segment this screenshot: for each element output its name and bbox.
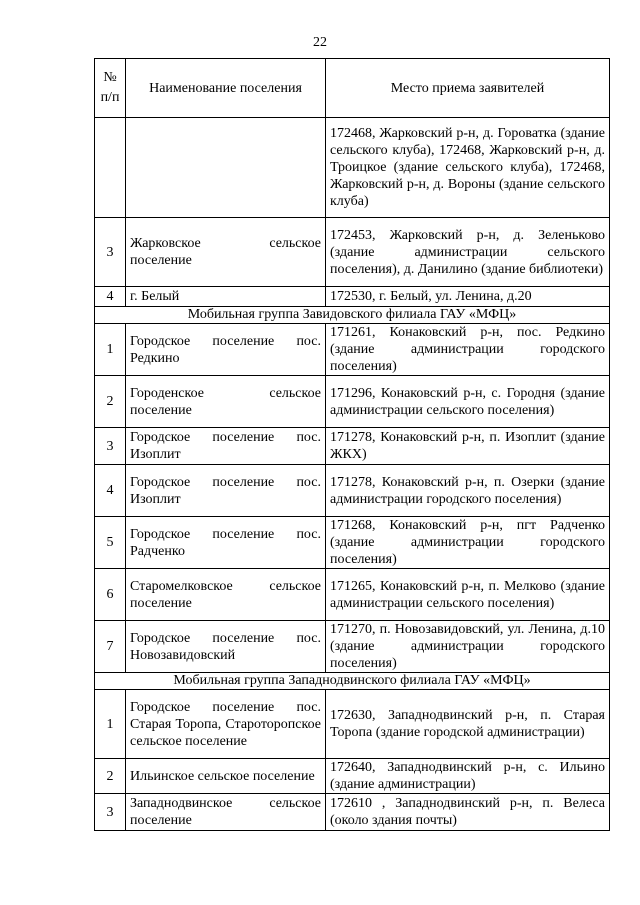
table-row (95, 569, 610, 621)
table-row (95, 376, 610, 428)
row-number: 3 (95, 428, 126, 465)
reception-places-table (94, 58, 610, 831)
reception-place: 172453, Жарковский р-н, д. Зеленьково (здание администрации сельского поселения), д. Данилино (здание библиотеки) (326, 218, 610, 287)
settlement-name: Западнодвинское сельское поселение (126, 794, 326, 831)
table-header-row (95, 59, 610, 118)
settlement-name: Старомелковское сельское поселение (126, 569, 326, 621)
reception-place: 172610 , Западнодвинский р-н, п. Велеса (около здания почты) (326, 794, 610, 831)
header-number: № п/п (95, 59, 126, 118)
group-header-row (95, 307, 610, 324)
group-title: Мобильная группа Западнодвинского филиала ГАУ «МФЦ» (95, 673, 610, 690)
table-row (95, 324, 610, 376)
table-row (95, 118, 610, 218)
table-row (95, 428, 610, 465)
reception-place: 171261, Конаковский р-н, пос. Редкино (здание администрации городского поселения) (326, 324, 610, 376)
table-row (95, 465, 610, 517)
reception-place: 171265, Конаковский р-н, п. Мелково (здание администрации сельского поселения) (326, 569, 610, 621)
row-number: 1 (95, 690, 126, 759)
settlement-name: Жарковское сельское поселение (126, 218, 326, 287)
table-row (95, 517, 610, 569)
row-number: 6 (95, 569, 126, 621)
settlement-name: Городенское сельское поселение (126, 376, 326, 428)
row-number: 3 (95, 218, 126, 287)
row-number (95, 118, 126, 218)
reception-place: 171268, Конаковский р-н, пгт Радченко (здание администрации городского поселения) (326, 517, 610, 569)
settlement-name: Городское поселение пос. Изоплит (126, 465, 326, 517)
reception-place: 172640, Западнодвинский р-н, с. Ильино (здание администрации) (326, 759, 610, 794)
reception-place: 171270, п. Новозавидовский, ул. Ленина, д.10 (здание администрации городского поселения) (326, 621, 610, 673)
reception-place: 171278, Конаковский р-н, п. Озерки (здание администрации городского поселения) (326, 465, 610, 517)
header-settlement-name: Наименование поселения (126, 59, 326, 118)
table-row (95, 794, 610, 831)
row-number: 1 (95, 324, 126, 376)
page-number: 22 (313, 35, 327, 50)
table-row (95, 759, 610, 794)
settlement-name: Городское поселение пос. Новозавидовский (126, 621, 326, 673)
reception-place: 171278, Конаковский р-н, п. Изоплит (здание ЖКХ) (326, 428, 610, 465)
row-number: 2 (95, 759, 126, 794)
settlement-name (126, 118, 326, 218)
table-row (95, 218, 610, 287)
group-title: Мобильная группа Завидовского филиала ГАУ «МФЦ» (95, 307, 610, 324)
settlement-name: Городское поселение пос. Старая Торопа, Староторопское сельское поселение (126, 690, 326, 759)
table-row (95, 690, 610, 759)
reception-place: 171296, Конаковский р-н, с. Городня (здание администрации сельского поселения) (326, 376, 610, 428)
table-row (95, 287, 610, 307)
settlement-name: Городское поселение пос. Изоплит (126, 428, 326, 465)
row-number: 4 (95, 465, 126, 517)
settlement-name: г. Белый (126, 287, 326, 307)
settlement-name: Городское поселение пос. Редкино (126, 324, 326, 376)
row-number: 7 (95, 621, 126, 673)
settlement-name: Ильинское сельское поселение (126, 759, 326, 794)
group-header-row (95, 673, 610, 690)
row-number: 5 (95, 517, 126, 569)
reception-place: 172468, Жарковский р-н, д. Гороватка (здание сельского клуба), 172468, Жарковский р-н, д. Троицкое (здание сельского клуба), 172468, Жарковский р-н, д. Вороны (здание сельского клуба) (326, 118, 610, 218)
row-number: 4 (95, 287, 126, 307)
reception-place: 172530, г. Белый, ул. Ленина, д.20 (326, 287, 610, 307)
settlement-name: Городское поселение пос. Радченко (126, 517, 326, 569)
reception-place: 172630, Западнодвинский р-н, п. Старая Торопа (здание городской администрации) (326, 690, 610, 759)
header-reception-place: Место приема заявителей (326, 59, 610, 118)
table-body (95, 118, 610, 831)
row-number: 2 (95, 376, 126, 428)
table-row (95, 621, 610, 673)
row-number: 3 (95, 794, 126, 831)
